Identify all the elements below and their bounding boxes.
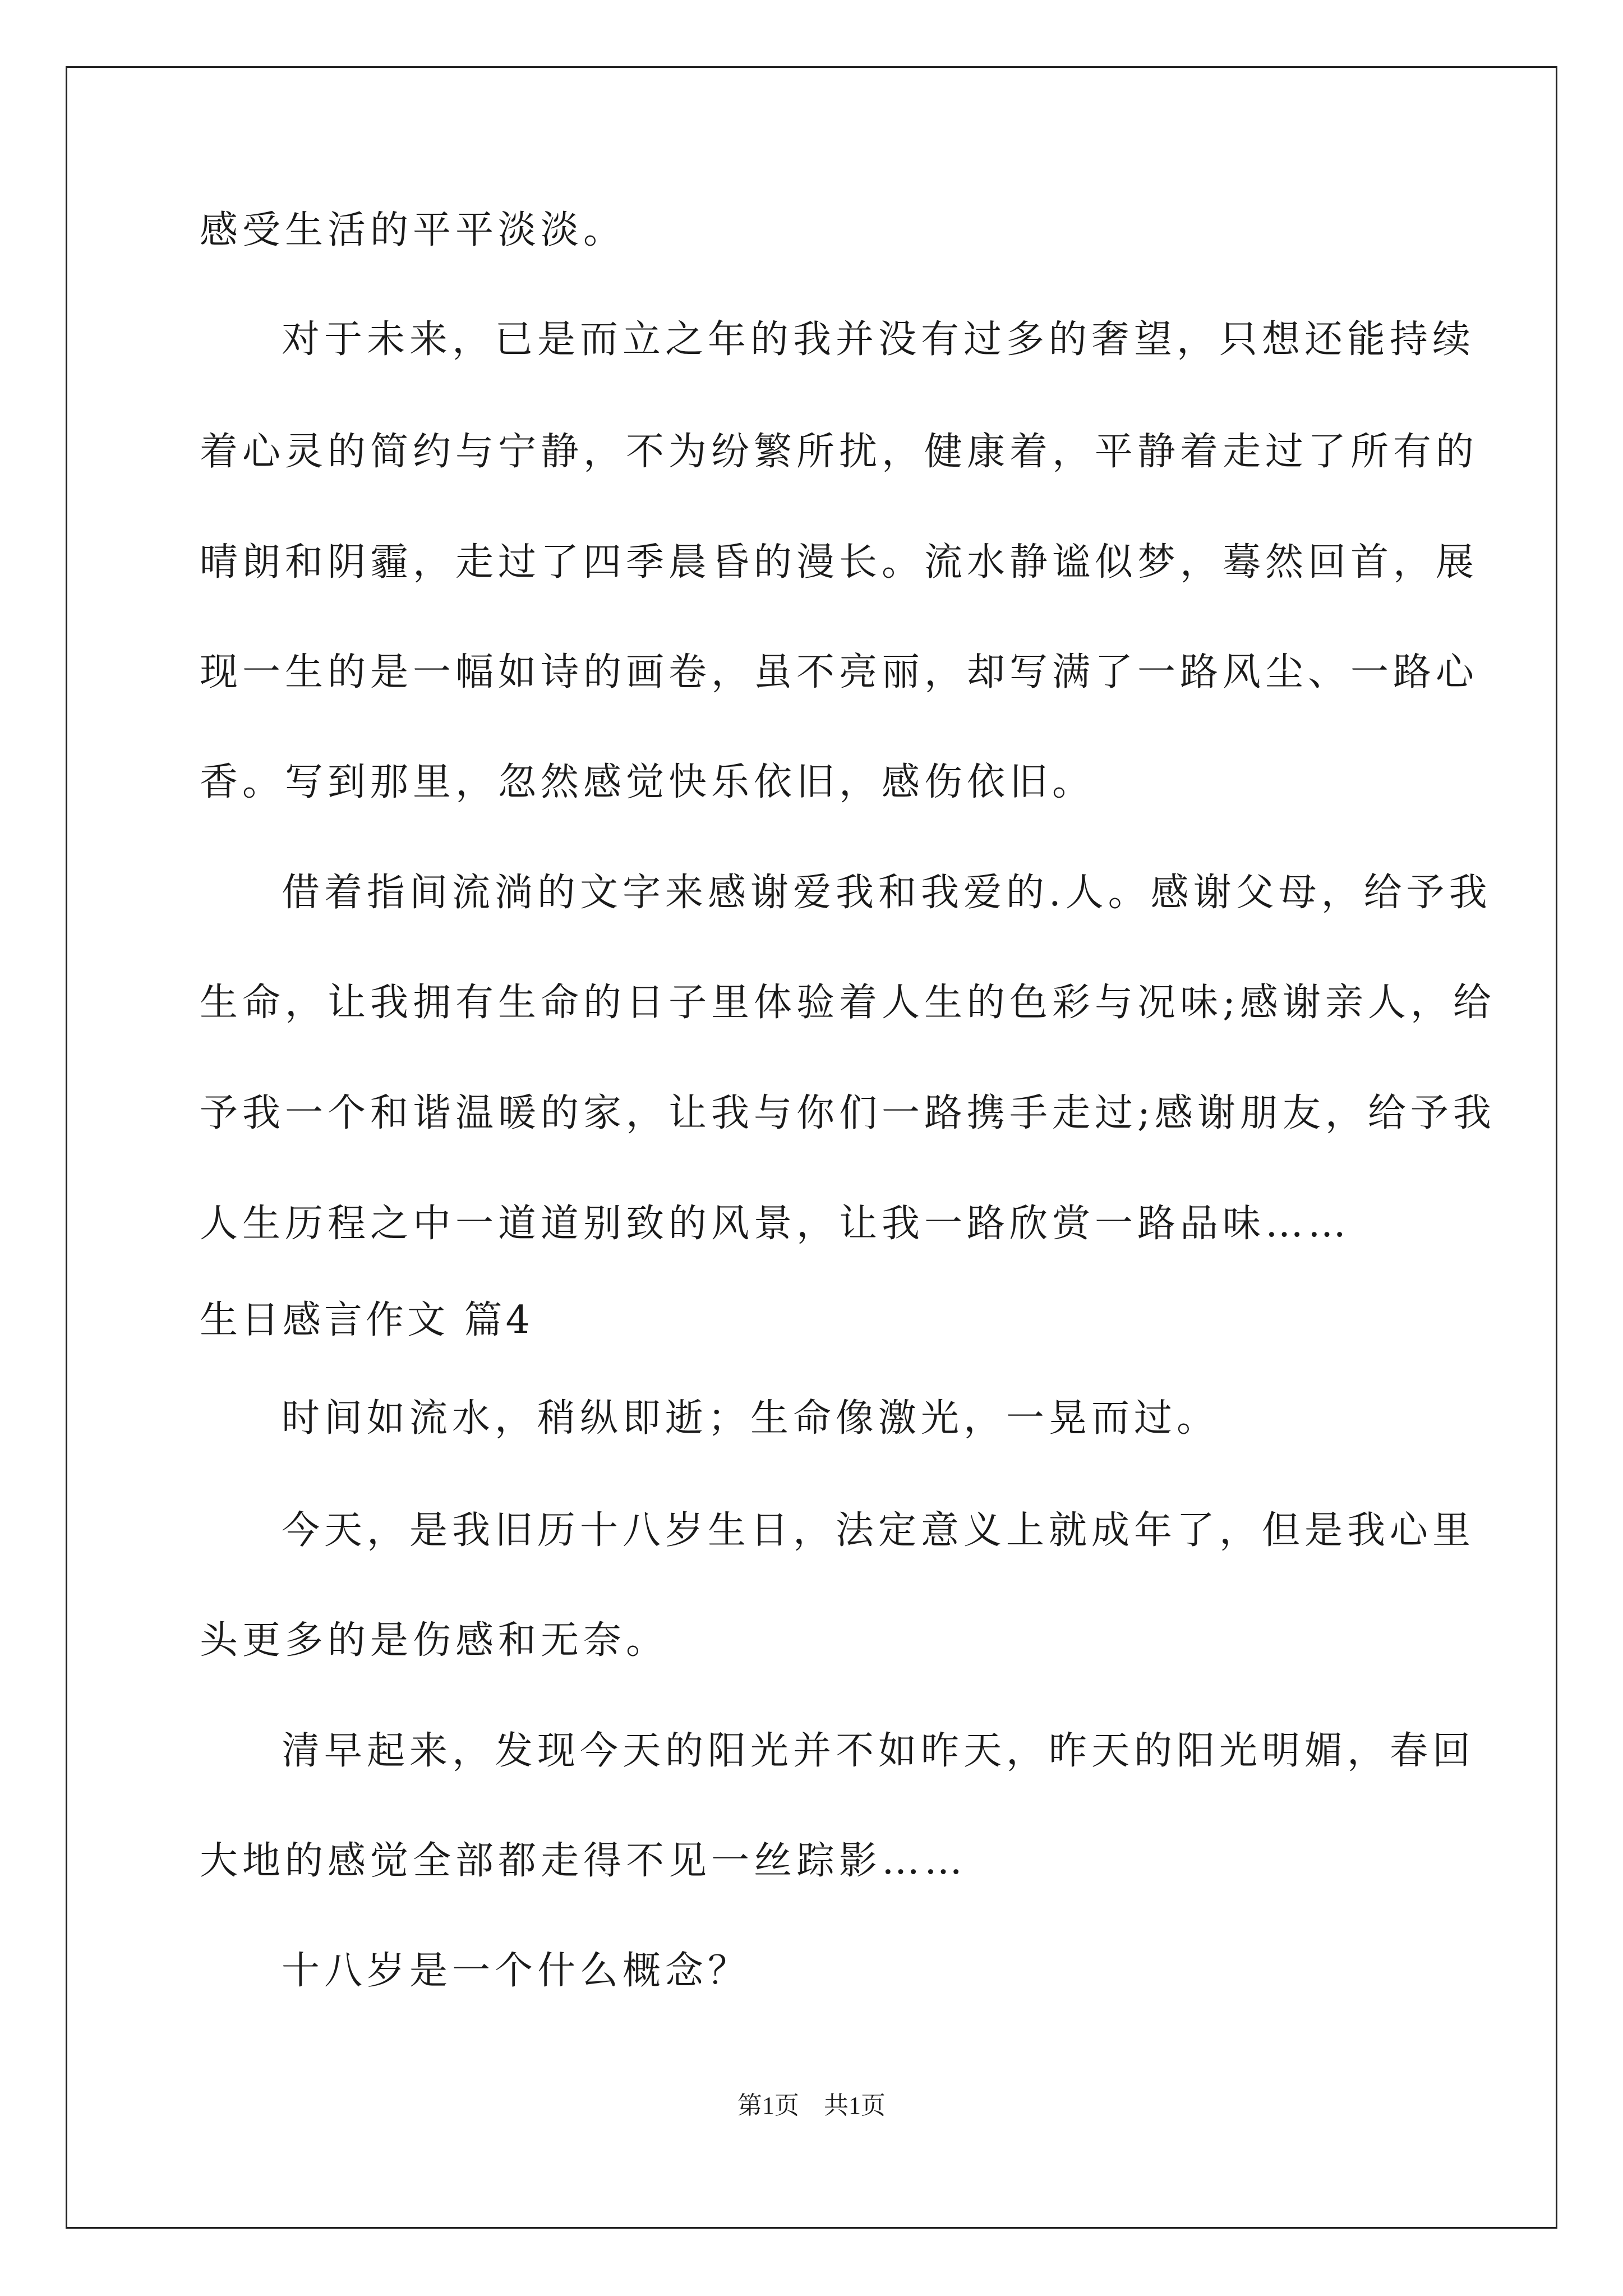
paragraph-line: 头更多的是伤感和无奈。 — [200, 1618, 669, 1663]
page-border — [66, 66, 1557, 2229]
paragraph-line: 晴朗和阴霾，走过了四季晨昏的漫长。流水静谧似梦，蓦然回首，展 — [200, 540, 1479, 585]
paragraph-line: 人生历程之中一道道别致的风景，让我一路欣赏一路品味…… — [200, 1202, 1351, 1246]
paragraph-line: 生命，让我拥有生命的日子里体验着人生的色彩与况味;感谢亲人，给 — [200, 981, 1496, 1025]
paragraph-line: 着心灵的简约与宁静，不为纷繁所扰，健康着，平静着走过了所有的 — [200, 430, 1479, 474]
paragraph-line: 今天，是我旧历十八岁生日，法定意义上就成年了，但是我心里 — [282, 1508, 1476, 1553]
paragraph-line: 感受生活的平平淡淡。 — [200, 208, 626, 252]
paragraph-line: 香。写到那里，忽然感觉快乐依旧，感伤依旧。 — [200, 760, 1095, 804]
paragraph-line: 借着指间流淌的文字来感谢爱我和我爱的.人。感谢父母，给予我 — [282, 871, 1492, 915]
paragraph-line: 现一生的是一幅如诗的画卷，虽不亮丽，却写满了一路风尘、一路心 — [200, 650, 1479, 694]
paragraph-line: 对于未来，已是而立之年的我并没有过多的奢望，只想还能持续 — [282, 318, 1476, 362]
page-number-footer: 第1页 共1页 — [737, 2092, 886, 2119]
paragraph-line: 予我一个和谐温暖的家，让我与你们一路携手走过;感谢朋友，给予我 — [200, 1091, 1496, 1135]
paragraph-line: 大地的感觉全部都走得不见一丝踪影…… — [200, 1839, 967, 1883]
paragraph-line: 十八岁是一个什么概念？ — [282, 1949, 751, 1993]
paragraph-line: 清早起来，发现今天的阳光并不如昨天，昨天的阳光明媚，春回 — [282, 1729, 1476, 1773]
section-heading: 生日感言作文 篇4 — [200, 1298, 533, 1342]
paragraph-line: 时间如流水，稍纵即逝；生命像激光，一晃而过。 — [282, 1396, 1220, 1441]
